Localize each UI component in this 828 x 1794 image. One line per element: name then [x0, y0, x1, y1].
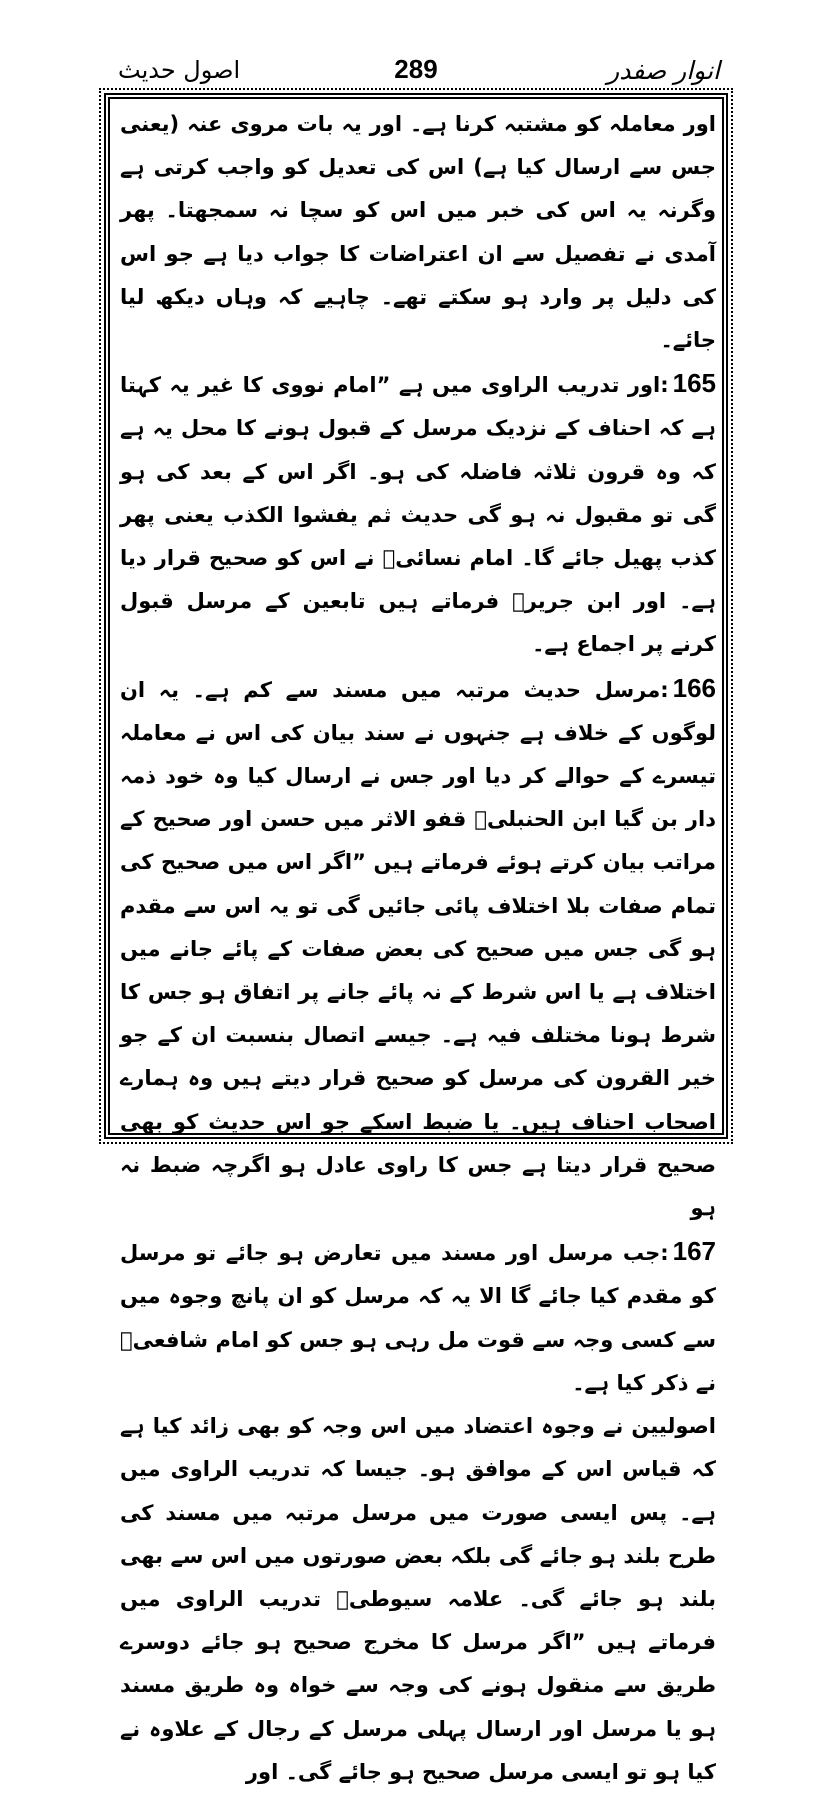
paragraph	[120, 1405, 716, 1794]
paragraph-text: :مرسل حدیث مرتبہ میں مسند سے کم ہے۔ یہ ان لوگوں کے خلاف ہے جنہوں نے سند بیان کی اس نے معاملہ تیسرے کے حوالے کر دیا اور جس نے ارسال کیا وہ خود ذمہ دار بن گیا ابن الحنبلیؒ قفو الاثر میں حسن اور صحیح کے مراتب بیان کرتے ہوئے فرماتے ہیں ”اگر اس میں صحیح کی تمام صفات بلا اختلاف پائی جائیں گی تو یہ اس سے مقدم ہو گی جس میں صحیح کی بعض صفات کے پائے جانے میں اختلاف ہے یا اس شرط کے نہ پائے جانے پر اتفاق ہو جس کا شرط ہونا مختلف فیہ ہے۔ جیسے اتصال بنسبت ان کے جو خیر القرون کی مرسل کو صحیح قرار دیتے ہیں وہ ہمارے اصحاب احناف ہیں۔ یا ضبط اسکے جو اس حدیث کو بھی صحیح قرار دیتا ہے جس کا راوی عادل ہو اگرچہ ضبط نہ ہو	[120, 677, 716, 1221]
paragraph-number: 165	[672, 368, 716, 399]
paragraph	[120, 667, 716, 1231]
paragraph-text: اور معاملہ کو مشتبہ کرنا ہے۔ اور یہ بات مروی عنہ (یعنی جس سے ارسال کیا ہے) اس کی تعدیل کو واجب کرتی ہے وگرنہ یہ اس کی خبر میں اس کو سچا نہ سمجھتا۔ پھر آمدی نے تفصیل سے ان اعتراضات کا جواب دیا ہے جو اس کی دلیل پر وارد ہو سکتے تھے۔ چاہیے کہ وہاں دیکھ لیا جائے۔	[120, 112, 716, 353]
paragraph	[120, 1230, 716, 1405]
paragraph	[120, 362, 716, 666]
page-header	[112, 52, 720, 96]
paragraph-text: اصولیین نے وجوہ اعتضاد میں اس وجہ کو بھی زائد کیا ہے کہ قیاس اس کے موافق ہو۔ جیسا کہ تدریب الراوی میں ہے۔ پس ایسی صورت میں مرسل مرتبہ میں مسند کی طرح بلند ہو جائے گی بلکہ بعض صورتوں میں اس سے بھی بلند ہو جائے گی۔ علامہ سیوطیؒ تدریب الراوی میں فرماتے ہیں ”اگر مرسل کا مخرج صحیح ہو جائے دوسرے طریق سے منقول ہونے کی وجہ سے خواہ وہ طریق مسند ہو یا مرسل اور ارسال پہلی مرسل کے رجال کے علاوہ نے کیا ہو تو ایسی مرسل صحیح ہو جائے گی۔ اور	[120, 1414, 716, 1784]
chapter-title: اصول حدیث	[118, 56, 241, 84]
paragraph-number: 167	[672, 1236, 716, 1267]
paragraph-number: 166	[672, 672, 716, 703]
page-body	[120, 103, 716, 1784]
paragraph-text: :اور تدریب الراوی میں ہے ”امام نووی کا غیر یہ کہتا ہے کہ احناف کے نزدیک مرسل کے قبول ہونے کا محل یہ ہے کہ وہ قرون ثلاثہ فاضلہ کی ہو۔ اگر اس کے بعد کی ہو گی تو مقبول نہ ہو گی حدیث ثم یفشوا الکذب یعنی پھر کذب پھیل جائے گا۔ امام نسائیؒ نے اس کو صحیح قرار دیا ہے۔ اور ابن جریرؒ فرماتے ہیں تابعین کے مرسل قبول کرنے پر اجماع ہے۔	[120, 373, 716, 657]
page-number: 289	[394, 54, 438, 84]
paragraph-text: :جب مرسل اور مسند میں تعارض ہو جائے تو مرسل کو مقدم کیا جائے گا الا یہ کہ مرسل کو ان پانچ وجوہ میں سے کسی وجہ سے قوت مل رہی ہو جس کو امام شافعیؒ نے ذکر کیا ہے۔	[120, 1241, 716, 1395]
book-title: انوار صفدر	[607, 56, 720, 85]
paragraph	[120, 103, 716, 362]
